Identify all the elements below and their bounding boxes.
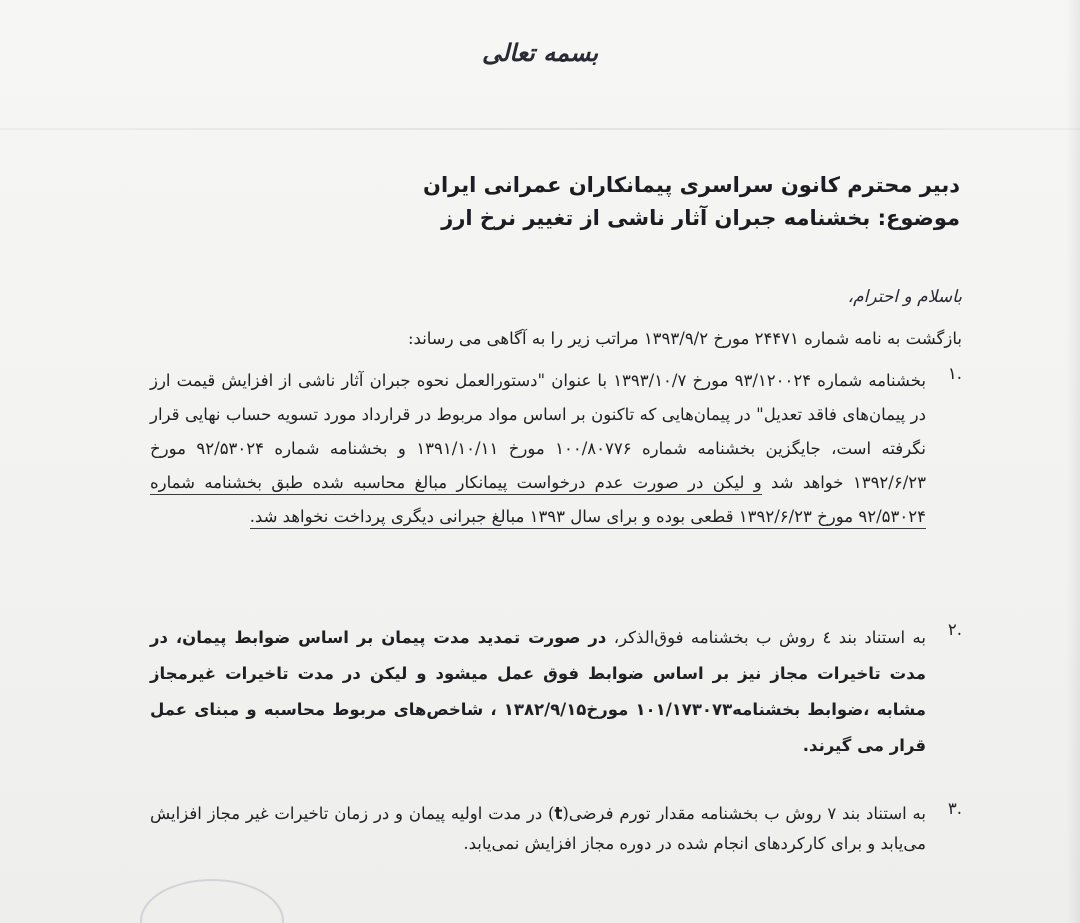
list-item-3 <box>150 799 962 859</box>
item-number: .۲ <box>947 620 962 639</box>
item-text-part: ) در مدت اولیه پیمان و در زمان تاخیرات غیر مجاز افزایش می‌یابد و برای کارکردهای انجام شده در دوره مجاز افزایش نمی‌یابد. <box>150 804 926 853</box>
intro-paragraph: بازگشت به نامه شماره ۲۴۴۷۱ مورخ ۱۳۹۳/۹/۲ مراتب زیر را به آگاهی می رساند: <box>407 329 962 348</box>
item-text-part: به استناد بند ۷ روش ب بخشنامه مقدار تورم فرضی( <box>562 804 926 823</box>
paper-fold-line <box>0 128 1080 130</box>
subject-line: موضوع: بخشنامه جبران آثار ناشی از تغییر نرخ ارز <box>441 206 960 230</box>
item-text-part: بخشنامه شماره ۹۳/۱۲۰۰۲۴ مورخ ۱۳۹۳/۱۰/۷ با عنوان "دستورالعمل نحوه جبران آثار ناشی از افزایش قیمت ارز در پیمان‌های فاقد تعدیل" در پیمان‌هایی که تاکنون بر اساس مواد مربوط در قرارداد مورد تسویه حساب نهایی قرار نگرفته است، جایگزین بخشنامه شماره ۱۰۰/۸۰۷۷۶ مورخ ۱۳۹۱/۱۰/۱۱ و بخشنامه شماره ۹۲/۵۳۰۲۴ مورخ ۱۳۹۲/۶/۲۳ خواهد شد <box>150 371 926 492</box>
invocation-heading: بسمه تعالی <box>481 38 599 67</box>
faint-stamp-mark <box>140 879 284 923</box>
bold-clause: در صورت تمدید مدت پیمان بر اساس ضوابط پیمان، در مدت تاخیرات مجاز نیز بر اساس ضوابط فوق عمل میشود و لیکن در مدت تاخیرات غیرمجاز مشابه ،ضوابط بخشنامه۱۰۱/۱۷۳۰۷۳ مورخ۱۳۸۲/۹/۱۵ ، شاخص‌های مربوط محاسبه و مبنای عمل قرار می گیرند. <box>150 628 927 755</box>
paper-edge-shadow <box>1066 0 1080 923</box>
item-number: .۱ <box>947 364 962 383</box>
underlined-clause: و لیکن در صورت عدم درخواست پیمانکار مبالغ محاسبه شده طبق بخشنامه شماره ۹۲/۵۳۰۲۴ مورخ ۱۳۹۲/۶/۲۳ قطعی بوده و برای سال ۱۳۹۳ مبالغ جبرانی دیگری پرداخت نخواهد شد. <box>150 473 926 529</box>
addressee-line: دبیر محترم کانون سراسری پیمانکاران عمرانی ایران <box>423 173 960 197</box>
list-item-2 <box>150 620 962 764</box>
greeting: باسلام و احترام، <box>847 287 962 307</box>
item-number: .۳ <box>947 799 962 818</box>
item-text <box>150 364 926 534</box>
list-item-1 <box>150 364 962 534</box>
item-text <box>150 799 926 859</box>
inflation-symbol: t <box>554 804 563 823</box>
item-text <box>150 620 926 764</box>
item-text-part: به استناد بند ٤ روش ب بخشنامه فوق‌الذکر، <box>606 628 926 647</box>
